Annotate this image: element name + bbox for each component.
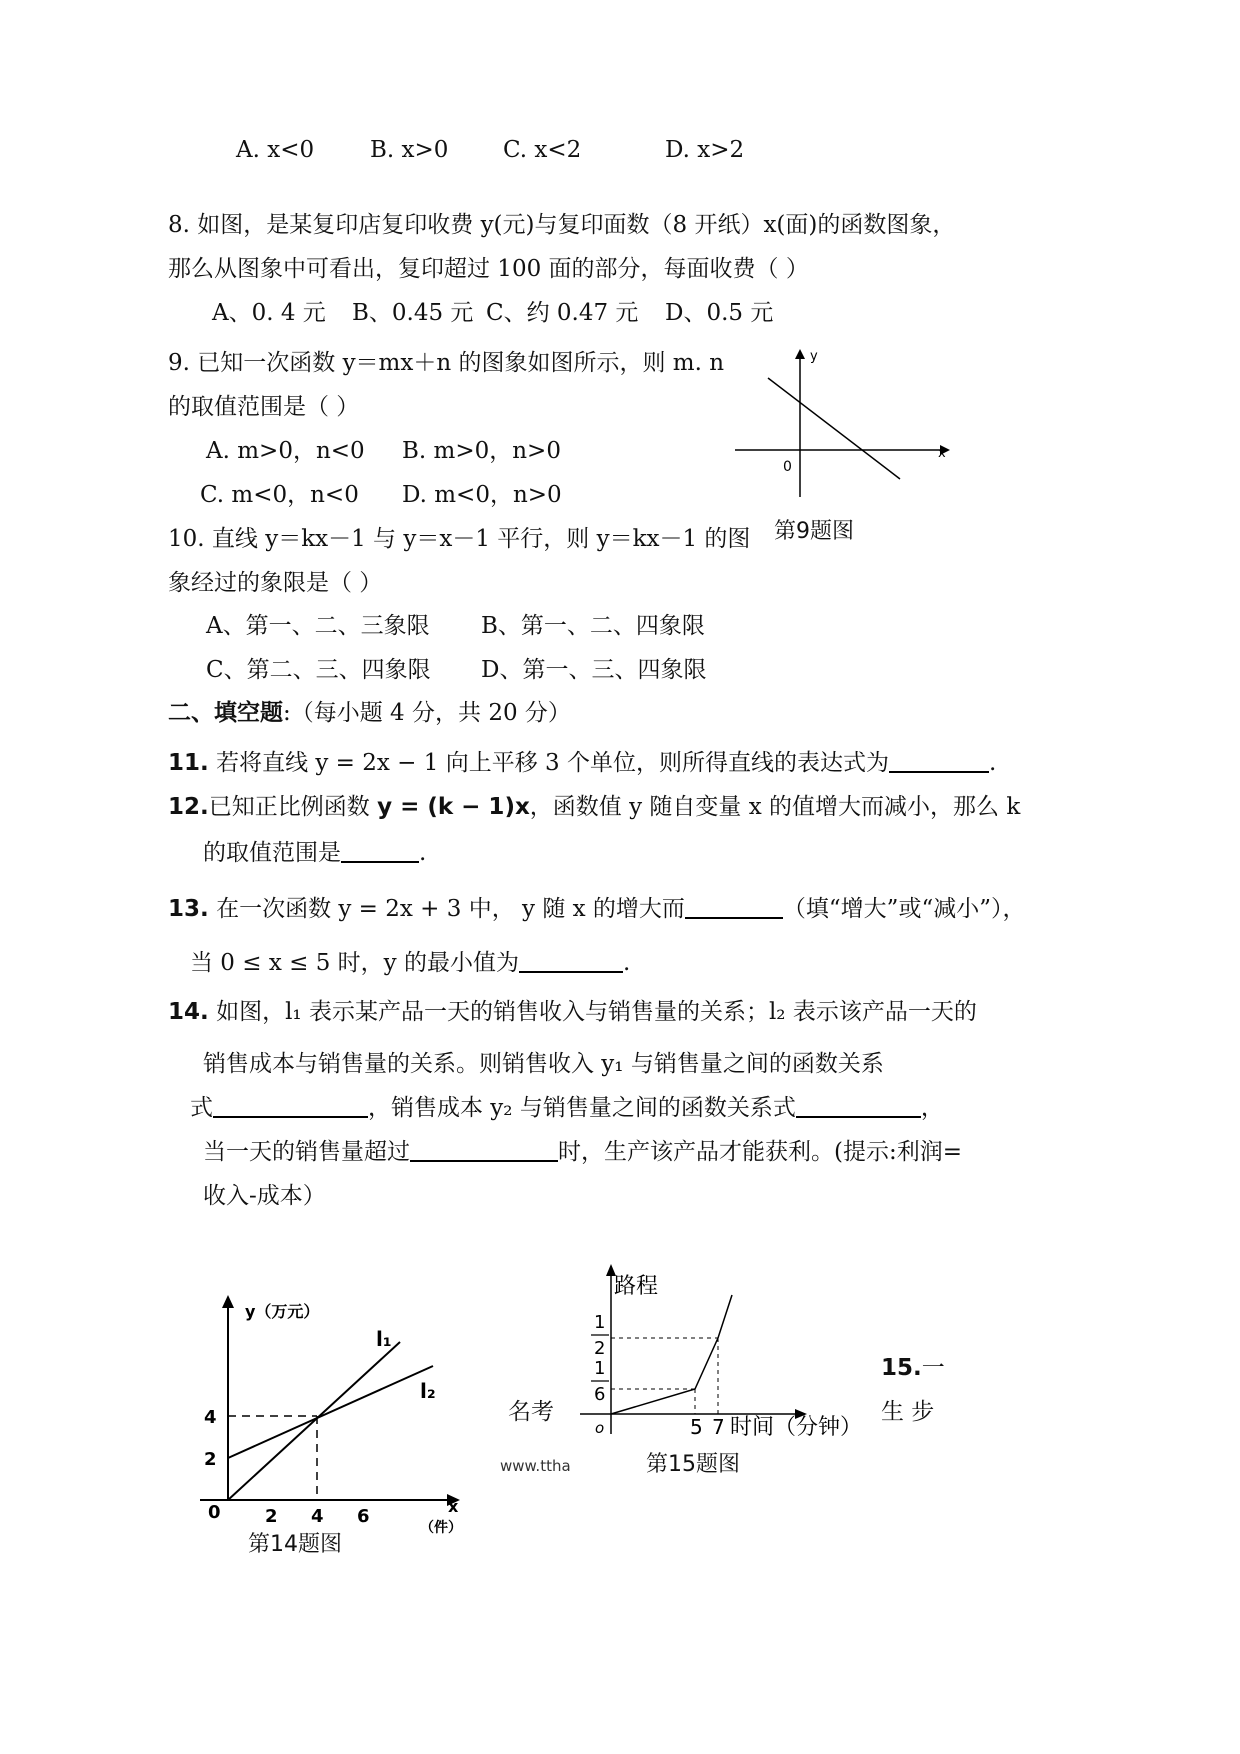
q15-number-row	[881, 1349, 945, 1382]
q8-line-2: 那么从图象中可看出，复印超过 100 面的部分，每面收费（ ）	[168, 256, 809, 282]
q9-option-b: B. m>0，n>0	[402, 438, 561, 464]
q9-line-2: 的取值范围是（ ）	[168, 394, 360, 420]
q8-option-b: B、0.45 元	[352, 300, 474, 326]
q13-answer-blank-2[interactable]	[519, 949, 623, 973]
q14-line-l1	[228, 1342, 400, 1500]
q8-option-a: A、0. 4 元	[212, 300, 326, 326]
q15-watermark: www.ttha	[500, 1457, 571, 1475]
q14-answer-blank-1[interactable]	[213, 1094, 368, 1118]
q15-figure-caption: 第15题图	[646, 1452, 740, 1477]
q15-y-tick-half-num: 1	[594, 1312, 606, 1333]
q10-option-c: C、第二、三、四象限	[206, 657, 431, 683]
q15-figure	[575, 1262, 875, 1447]
q14-x-unit: （件）	[420, 1520, 462, 1536]
q9-option-a: A. m>0，n<0	[206, 438, 365, 464]
q14-figure	[190, 1290, 480, 1540]
q10-option-b: B、第一、二、四象限	[481, 613, 705, 639]
q12-number: 12.	[168, 794, 209, 820]
q10-line-2: 象经过的象限是（ ）	[168, 570, 383, 596]
q14-line-2: 销售成本与销售量的关系。则销售收入 y₁ 与销售量之间的函数关系	[203, 1051, 884, 1077]
q12-text-a: 已知正比例函数	[208, 794, 370, 820]
q9-figure-caption: 第9题图	[774, 519, 854, 544]
q13-answer-blank-1[interactable]	[685, 895, 783, 919]
section-2-note: :（每小题 4 分，共 20 分）	[283, 700, 571, 726]
q10-option-d: D、第一、三、四象限	[481, 657, 707, 683]
q8-line-1: 8. 如图，是某复印店复印收费 y(元)与复印面数（8 开纸）x(面)的函数图象，	[168, 212, 956, 238]
q14-line-4-b: 时，生产该产品才能获利。(提示:利润=	[558, 1139, 962, 1165]
q15-x-tick-7: 7	[712, 1415, 725, 1439]
q15-fragment-1: 一	[921, 1355, 945, 1381]
q9-x-label: x	[938, 446, 946, 461]
q15-x-label: 时间（分钟）	[730, 1415, 863, 1440]
q13-text-b: （填“增大”或“减小”），	[782, 896, 1026, 922]
q12-line-2-text: 的取值范围是	[203, 840, 341, 866]
q11-number: 11.	[168, 750, 209, 776]
q7-option-a: A. x<0	[236, 137, 315, 163]
q14-answer-blank-2[interactable]	[796, 1094, 921, 1118]
q14-line-4	[203, 1133, 962, 1166]
q14-x-label: x	[448, 1497, 459, 1516]
q14-line-5: 收入-成本）	[203, 1183, 326, 1209]
q13-line-2-text: 当 0 ≤ x ≤ 5 时，y 的最小值为	[190, 950, 519, 976]
q14-y-arrow	[222, 1295, 234, 1308]
q14-l2-label: l₂	[420, 1379, 436, 1403]
section-2-title: 二、填空题	[168, 700, 283, 726]
q15-fragment-2: 生 步	[881, 1399, 935, 1425]
q9-figure	[730, 345, 955, 505]
q12-formula: y = (k − 1)x	[377, 794, 530, 820]
q14-x-tick-4: 4	[311, 1506, 324, 1527]
q15-y-tick-sixth-num: 1	[594, 1358, 606, 1379]
q13-line-1	[168, 890, 1025, 923]
q13-end: .	[622, 950, 631, 976]
q15-y-label: 路程	[614, 1274, 659, 1299]
section-2-header	[168, 694, 571, 727]
q15-origin-label: o	[595, 1419, 605, 1437]
q7-option-c: C. x<2	[503, 137, 582, 163]
q14-l1-label: l₁	[376, 1327, 392, 1351]
q7-option-d: D. x>2	[665, 137, 745, 163]
q9-option-d: D. m<0，n>0	[402, 482, 562, 508]
q14-line-l2	[228, 1366, 433, 1458]
q9-y-label: y	[810, 349, 818, 364]
q14-text: 如图，l₁ 表示某产品一天的销售收入与销售量的关系；l₂ 表示该产品一天的	[216, 999, 977, 1025]
q14-line-3-a: 式	[190, 1095, 213, 1121]
q9-y-arrow	[795, 349, 805, 359]
q9-origin-label: 0	[783, 459, 792, 475]
q12-line-1	[168, 788, 1020, 821]
q13-text-a: 在一次函数 y = 2x + 3 中， y 随 x 的增大而	[216, 896, 685, 922]
q14-line-4-a: 当一天的销售量超过	[203, 1139, 410, 1165]
q11-text: 若将直线 y = 2x − 1 向上平移 3 个单位，则所得直线的表达式为	[216, 750, 889, 776]
q12-text-b: ，函数值 y 随自变量 x 的值增大而减小，那么 k	[529, 794, 1021, 820]
q10-line-1: 10. 直线 y＝kx－1 与 y＝x－1 平行，则 y＝kx－1 的图	[168, 526, 751, 552]
q8-option-d: D、0.5 元	[665, 300, 774, 326]
q15-y-tick-sixth-den: 6	[594, 1384, 606, 1405]
q14-y-tick-2: 2	[204, 1449, 217, 1470]
q15-x-tick-5: 5	[690, 1415, 703, 1439]
q14-number: 14.	[168, 999, 209, 1025]
q14-line-1	[168, 993, 977, 1026]
q9-line-1: 9. 已知一次函数 y＝mx＋n 的图象如图所示，则 m. n	[168, 350, 725, 376]
q14-origin-label: 0	[208, 1502, 221, 1523]
q14-x-tick-2: 2	[265, 1506, 278, 1527]
q15-side-text: 名考	[508, 1399, 554, 1425]
q14-line-3-b: ，销售成本 y₂ 与销售量之间的函数关系式	[368, 1095, 796, 1121]
q15-y-tick-half-den: 2	[594, 1338, 606, 1359]
q14-y-tick-4: 4	[204, 1407, 217, 1428]
q7-option-b: B. x>0	[370, 137, 449, 163]
q15-number: 15.	[881, 1355, 922, 1381]
q13-number: 13.	[168, 896, 209, 922]
q9-option-c: C. m<0，n<0	[200, 482, 359, 508]
q14-answer-blank-3[interactable]	[410, 1138, 558, 1162]
q12-line-2	[203, 834, 426, 867]
q13-line-2	[190, 944, 630, 977]
q12-answer-blank[interactable]	[341, 839, 419, 863]
q14-line-3	[190, 1089, 944, 1122]
q14-x-tick-6: 6	[357, 1506, 370, 1527]
q11-answer-blank[interactable]	[889, 749, 989, 773]
q14-figure-caption: 第14题图	[248, 1532, 342, 1557]
q11	[168, 744, 996, 777]
q15-route-line	[611, 1295, 732, 1414]
q14-line-3-c: ，	[920, 1095, 944, 1121]
q12-end: .	[419, 840, 427, 866]
q10-option-a: A、第一、二、三象限	[206, 613, 430, 639]
q8-option-c: C、约 0.47 元	[486, 300, 639, 326]
q14-y-label: y（万元）	[245, 1302, 320, 1321]
q11-end: .	[988, 750, 997, 776]
